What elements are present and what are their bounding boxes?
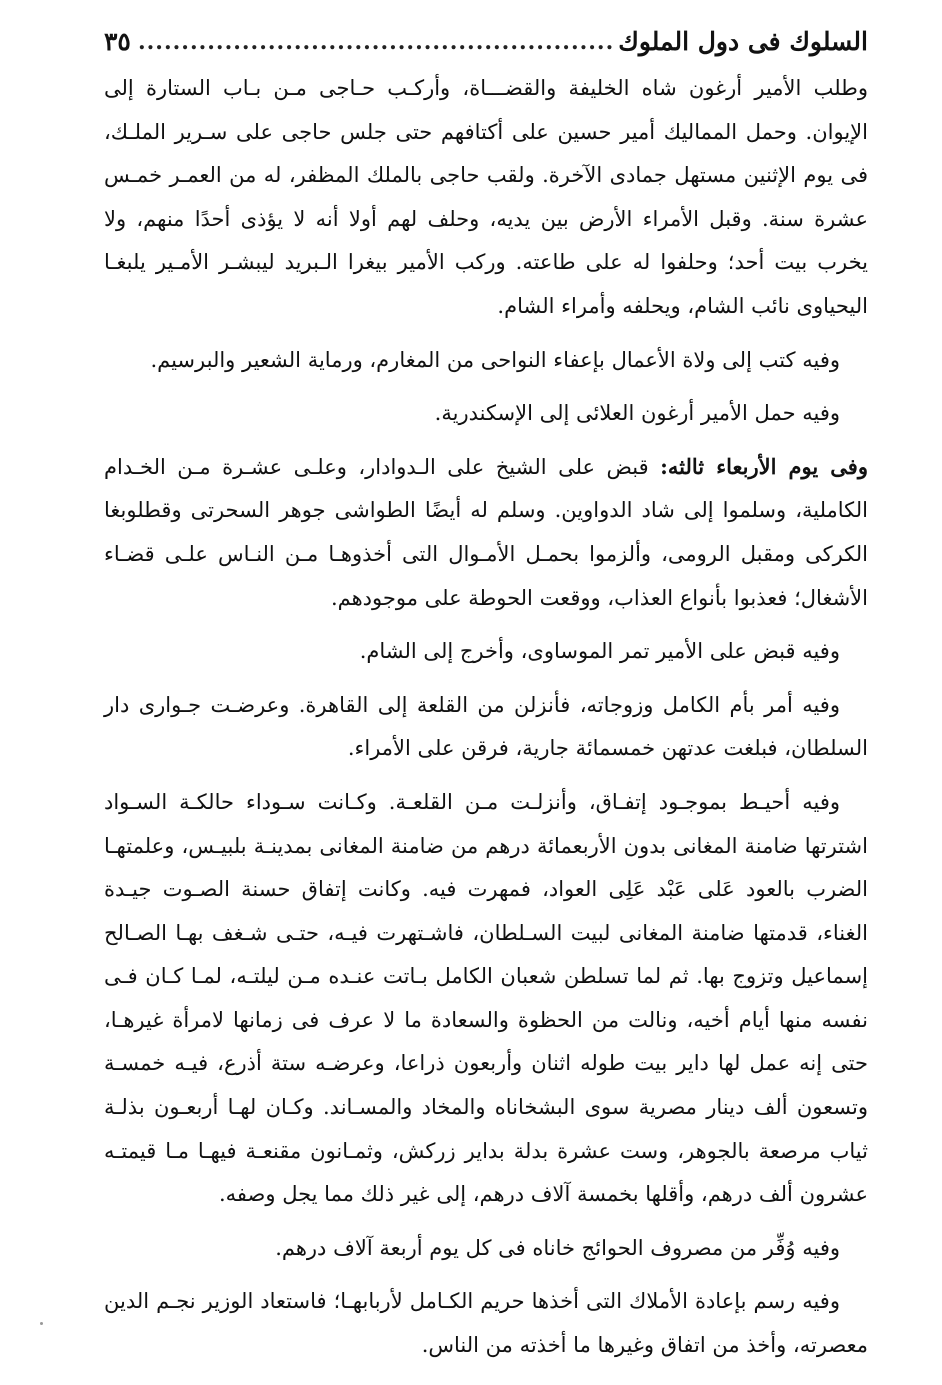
paragraph-text: قبض على الشيخ على الـدوادار، وعلـى عشـرة مـن الخـدام الكاملية، وسلموا إلى شاد الدواوين. وسلم له أيضًا الطواشى جوهر السحرتى وقطلوبغا الكركى ومقبل الرومى، وألزموا بحمـل الأمـوال التى أخذوهـا مـن النـاس علـى قضـاء الأشغال؛ فعذبوا بأنواع العذاب، ووقعت الحوطة على موجودهم. bbox=[104, 454, 868, 610]
body-text bbox=[104, 66, 868, 1377]
paragraph bbox=[104, 1279, 868, 1367]
leader-dots bbox=[137, 22, 614, 62]
paragraph-text: وفيه حمل الأمير أرغون العلائى إلى الإسكندرية. bbox=[434, 401, 840, 426]
paragraph-lead: وفى يوم الأربعاء ثالثه: bbox=[660, 453, 868, 479]
paragraph bbox=[104, 780, 868, 1217]
paragraph bbox=[104, 445, 868, 620]
paragraph-text: وطلب الأمير أرغون شاه الخليفة والقضـــاة، وأركـب حـاجى مـن بـاب الستارة إلى الإيوان. وحمل المماليك أمير حسين على أكتافهم حتى جلس حاجى على سـرير الملـك، فى يوم الإثنين مستهل جمادى الآخرة. ولقب حاجى بالملك المظفر، له من العمـر خمـس عشرة سنة. وقبل الأمراء الأرض بين يديه، وحلف لهم أولا أنه لا يؤذى أحدًا منهم، ولا يخرب بيت أحد؛ وحلفوا له على طاعته. وركب الأمير بيغرا الـبريد ليبشـر الأمـير يلبغـا اليحياوى نائب الشام، ويحلفه وأمراء الشام. bbox=[104, 76, 868, 318]
scan-speck bbox=[40, 1322, 43, 1325]
paragraph-text: وفيه رسم بإعادة الأملاك التى أخذها حريم الكـامل لأربابهـا؛ فاستعاد الوزير نجـم الدين معصرته، وأخذ من اتفاق وغيرها ما أخذته من الناس. bbox=[104, 1289, 868, 1358]
paragraph bbox=[104, 1226, 868, 1271]
page-number: ٣٥ bbox=[104, 27, 131, 56]
paragraph bbox=[104, 629, 868, 674]
running-header bbox=[104, 22, 868, 62]
paragraph-text: وفيه وُفِّر من مصروف الحوائج خاناه فى كل يوم أربعة آلاف درهم. bbox=[275, 1235, 840, 1260]
paragraph bbox=[104, 66, 868, 329]
paragraph bbox=[104, 338, 868, 383]
paragraph-text: وفيه أحيـط بموجـود إتفـاق، وأنزلـت مـن القلعـة. وكـانت سـوداء حالكـة السـواد اشترتها ضامنة المغانى بدون الأربعمائة درهم من ضامنة المغانى بمدينـة بلبيـس، وعلمتهـا الضرب بالعود عَلى عَبْد عَلِى العواد، فمهرت فيه. وكانت إتفاق حسنة الصـوت جيـدة الغناء، قدمتها ضامنة المغانى لبيت السـلطان، فاشـتهرت فيـه، حتـى شـغف بهـا الصـالح إسماعيل وتزوج بها. ثم لما تسلطن شعبان الكامل بـاتت عنـده مـن ليلتـه، لمـا كـان فـى نفسه منها أيام أخيه، ونالت من الحظوة والسعادة ما لا عرف فى زمانها لامرأة غيرهـا، حتى إنه عمل لها داير بيت طوله اثنان وأربعون ذراعا، وعرضـه ستة أذرع، فيـه خمسـة وتسعون ألف دينار مصرية سوى البشخاناه والمخاد والمسـاند. وكـان لهـا أربعـون بذلـة ثياب مرصعة بالجوهر، وست عشرة بدلة بداير زركش، وثمـانون مقنعـة فيهـا مـا قيمتـه عشرون ألف درهم، وأقلها بخمسة آلاف درهم، إلى غير ذلك مما يجل وصفه. bbox=[104, 789, 868, 1207]
paragraph-text: وفيه كتب إلى ولاة الأعمال بإعفاء النواحى من المغارم، ورماية الشعير والبرسيم. bbox=[150, 347, 840, 372]
paragraph-text: وفيه أمر بأم الكامل وزوجاته، فأنزلن من القلعة إلى القاهرة. وعرضـت جـوارى دار السلطان، فبلغت عدتهن خمسمائة جارية، فرقن على الأمراء. bbox=[104, 692, 868, 761]
book-title: السلوك فى دول الملوك bbox=[618, 27, 868, 56]
paragraph bbox=[104, 683, 868, 771]
paragraph-text: وفيه قبض على الأمير تمر الموساوى، وأخرج إلى الشام. bbox=[359, 639, 840, 664]
paragraph bbox=[104, 391, 868, 436]
